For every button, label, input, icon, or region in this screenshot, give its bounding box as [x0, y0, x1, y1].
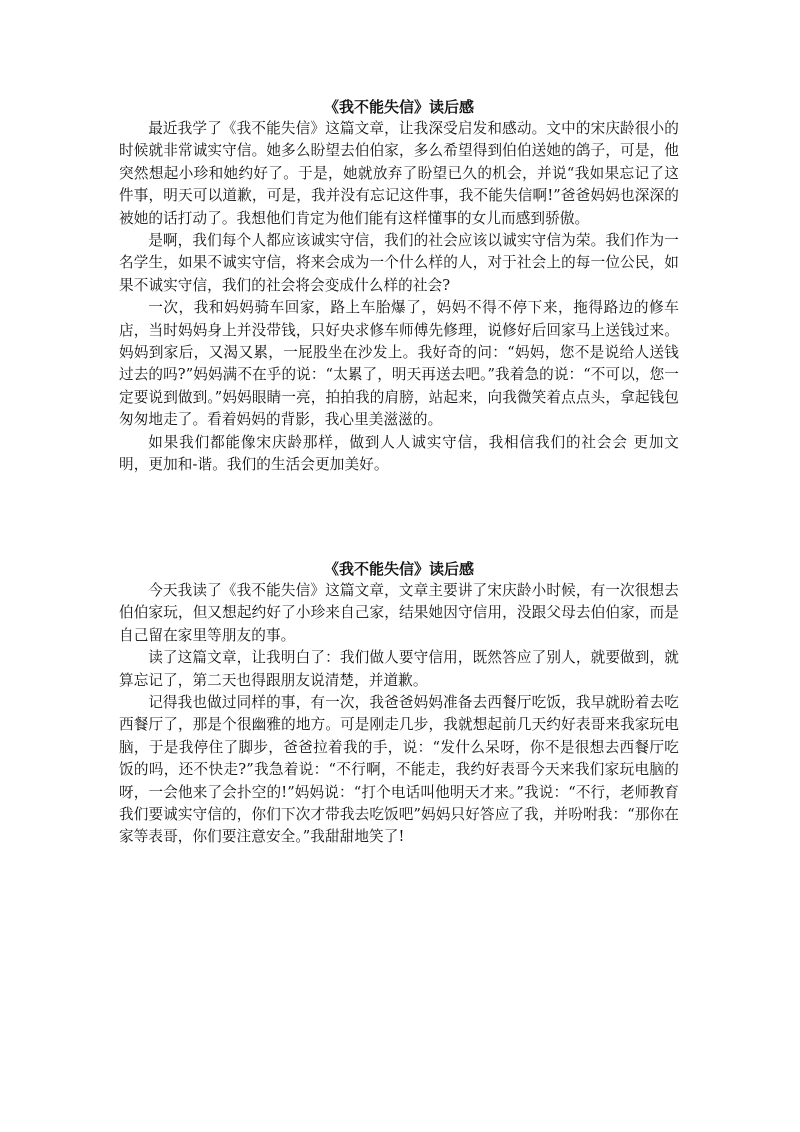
essay-paragraph: 是啊，我们每个人都应该诚实守信，我们的社会应该以诚实守信为荣。我们作为一名学生，如果不诚实守信，将来会成为一个什么样的人，对于社会上的每一位公民，如果不诚实守信，我们的社会将会变成什么样的社会?	[119, 232, 679, 294]
essay-section-2	[119, 559, 679, 849]
essay-paragraph: 一次，我和妈妈骑车回家，路上车胎爆了，妈妈不得不停下来，拖得路边的修车店，当时妈妈身上并没带钱，只好央求修车师傅先修理，说修好后回家马上送钱过来。妈妈到家后，又渴又累，一屁股坐在沙发上。我好奇的问：“妈妈，您不是说给人送钱过去的吗?”妈妈满不在乎的说：“太累了，明天再送去吧。”我着急的说：“不可以，您一定要说到做到。”妈妈眼睛一亮，拍拍我的肩膀，站起来，向我微笑着点点头，拿起钱包匆匆地走了。看着妈妈的背影，我心里美滋滋的。	[119, 299, 679, 429]
essay-paragraph: 今天我读了《我不能失信》这篇文章，文章主要讲了宋庆龄小时候，有一次很想去伯伯家玩，但又想起约好了小珍来自己家，结果她因守信用，没跟父母去伯伯家，而是自己留在家里等朋友的事。	[119, 582, 679, 644]
essay-title: 《我不能失信》读后感	[323, 98, 474, 116]
essay-paragraph: 记得我也做过同样的事，有一次，我爸爸妈妈准备去西餐厅吃饭，我早就盼着去吃西餐厅了，那是个很幽雅的地方。可是刚走几步，我就想起前几天约好表哥来我家玩电脑，于是我停住了脚步，爸爸拉着我的手，说：“发什么呆呀，你不是很想去西餐厅吃饭的吗，还不快走?”我急着说：“不行啊，不能走，我约好表哥今天来我们家玩电脑的呀，一会他来了会扑空的!”妈妈说：“打个电话叫他明天才来。”我说：“不行，老师教育我们要诚实守信的，你们下次才带我去吃饭吧”妈妈只好答应了我，并吩咐我：“那你在家等表哥，你们要注意安全。”我甜甜地笑了!	[119, 694, 679, 846]
essay-paragraph: 如果我们都能像宋庆龄那样，做到人人诚实守信，我相信我们的社会会 更加文明，更加和-谐。我们的生活会更加美好。	[119, 433, 679, 474]
essay-title: 《我不能失信》读后感	[323, 560, 474, 578]
essay-paragraph: 读了这篇文章，让我明白了：我们做人要守信用，既然答应了别人，就要做到，就算忘记了，第二天也得跟朋友说清楚，并道歉。	[119, 649, 679, 689]
essay-section-1	[119, 97, 679, 477]
essay-paragraph: 最近我学了《我不能失信》这篇文章，让我深受启发和感动。文中的宋庆龄很小的时候就非常诚实守信。她多么盼望去伯伯家，多么希望得到伯伯送她的鸽子，可是，他突然想起小珍和她约好了。于是，她就放弃了盼望已久的机会，并说“我如果忘记了这件事，明天可以道歉，可是，我并没有忘记这件事，我不能失信啊!”爸爸妈妈也深深的被她的话打动了。我想他们肯定为他们能有这样懂事的女儿而感到骄傲。	[119, 120, 679, 227]
